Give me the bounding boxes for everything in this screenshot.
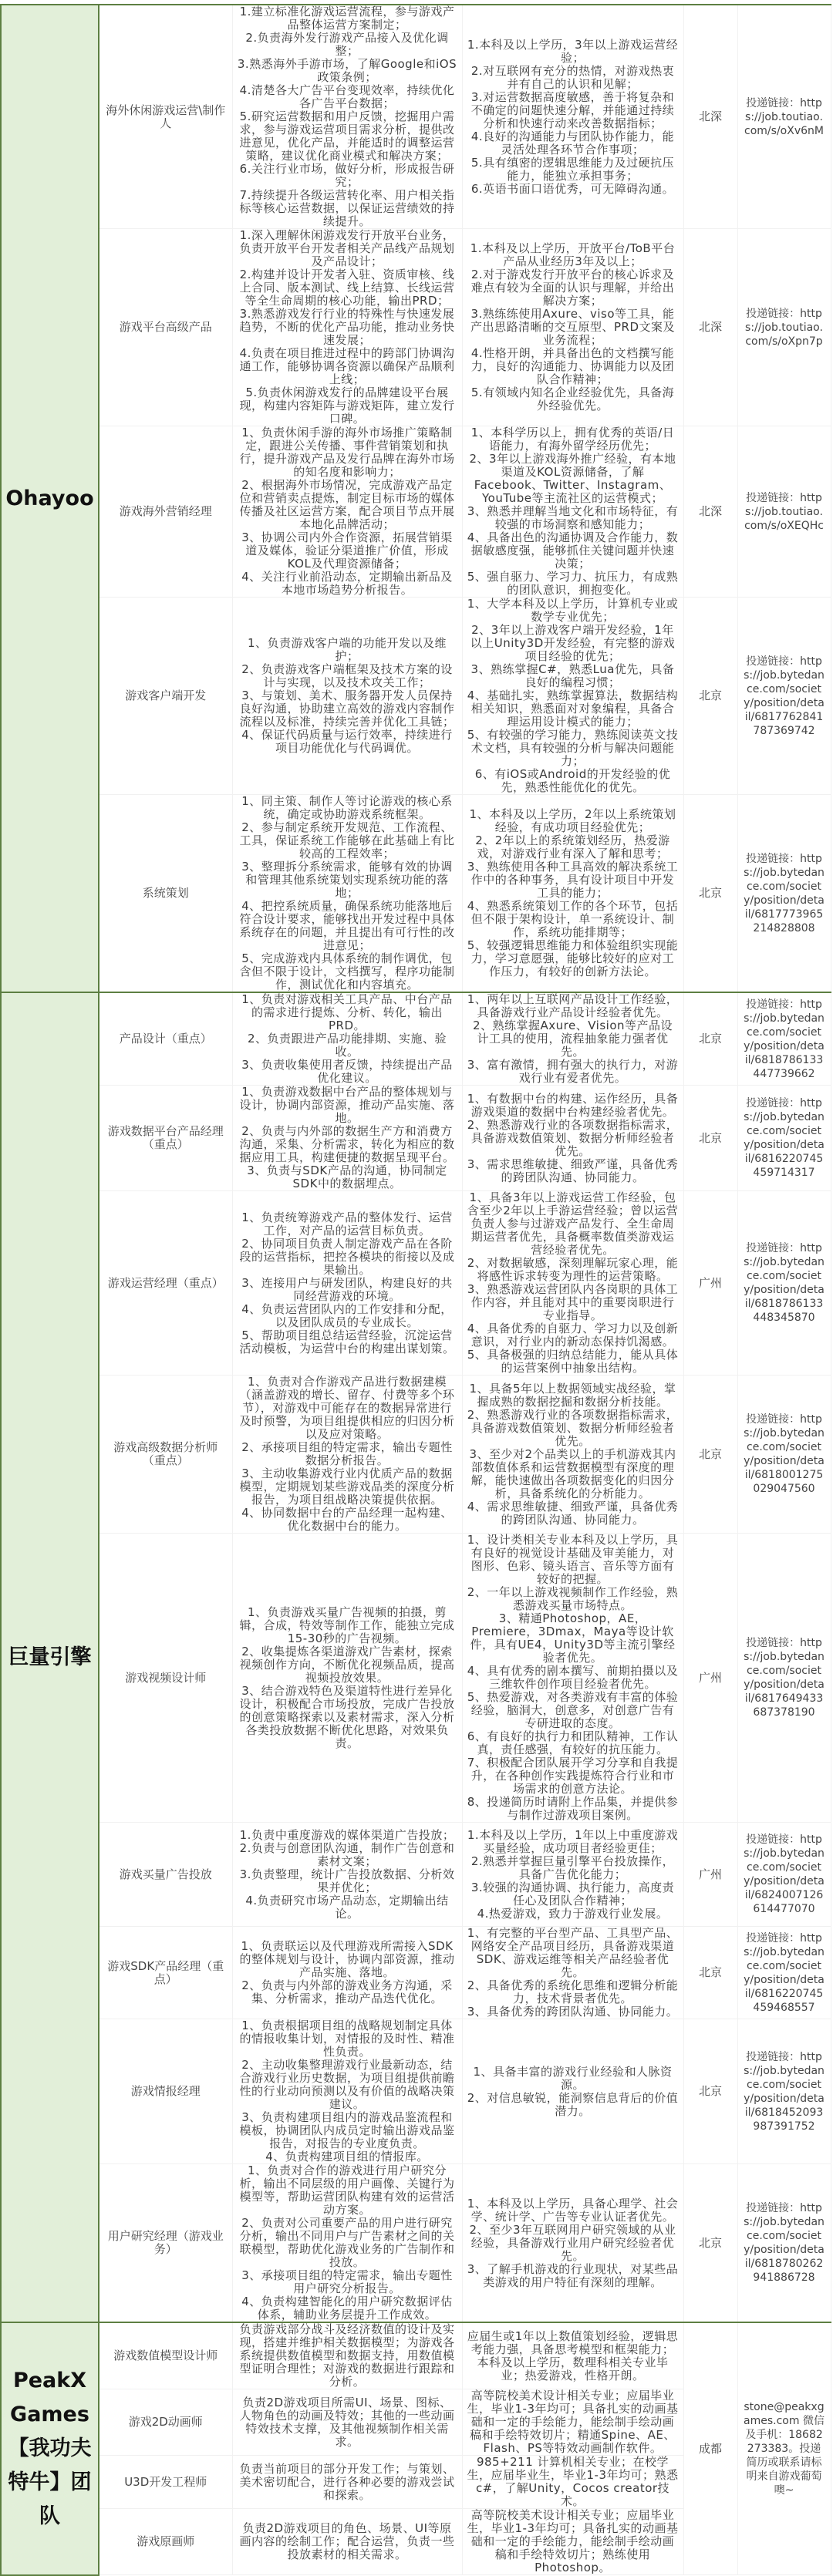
job-requirements: [462, 992, 683, 1086]
duty-line: 2、负责与内外部的数据生产方和消费方沟通，采集、分析需求，转化为相应的数据应用工具，构建便捷的数据呈现平台。: [239, 1124, 455, 1164]
job-requirements: [462, 1534, 683, 1823]
requirement-line: 3、精通Photoshop，AE，Premiere，3Dmax，Maya等设计软件，具有UE4，Unity3D等主流引擎经验者优先。: [470, 1611, 676, 1665]
apply-link[interactable]: 投递链接：https://job.bytedance.com/society/position/detail/6816220745459714317: [737, 1086, 831, 1191]
requirement-line: 5、较强逻辑思维能力和体验组织实现能力，学习意愿强，能够比较好的应对工作压力，有较好的创新方法论。: [467, 938, 679, 978]
requirement-line: 1、本科及以上学历，具备心理学、社会学、统计学、广告等专业认证者优先。: [467, 2196, 679, 2224]
requirement-line: 5.具有缜密的逻辑思维能力及过硬抗压能力，能独立承担事务；: [470, 155, 675, 183]
job-duties: [232, 1376, 462, 1534]
job-duties: [232, 1191, 462, 1376]
job-row: [1, 795, 831, 993]
requirement-line: 5、具备极强的归纳总结能力，能从具体的运营案例中抽象出结构。: [467, 1348, 679, 1375]
job-requirements: [462, 1191, 683, 1376]
requirement-line: 1.本科及以上学历，1年以上中重度游戏买量经验，成功项目者经验更佳；: [467, 1827, 679, 1855]
duty-line: 3、承接项目组的特定需求，输出专题性用户研究分析报告。: [241, 2268, 453, 2295]
requirement-line: 高等院校美术设计相关专业；应届毕业生，毕业1-3年均可；具备扎实的动画基础和一定的手绘能力，能绘制手绘动画稿和手绘特效切片；精通Spine、AE、Flash、PS等特效动画制作软件。: [467, 2389, 679, 2455]
duty-line: 2.负责海外发行游戏产品接入及优化调整；: [245, 31, 449, 58]
job-title: 系统策划: [99, 795, 232, 993]
duty-line: 5、完成游戏内具体系统的制作调优，包含但不限于设计，文档撰写，程序功能制作，测试优化和内容填充。: [239, 951, 455, 992]
job-city: 北京: [683, 2164, 737, 2323]
company-name: PeakX Games【我功夫特牛】团队: [1, 2322, 99, 2575]
job-requirements: [462, 1086, 683, 1191]
duty-line: 6.关注行业市场，做好分析，形成报告研究；: [239, 162, 455, 189]
requirement-line: 2、3年以上游戏客户端开发经验，1年以上Unity3D开发经验，有完整的游戏项目经验的优先；: [470, 623, 676, 663]
apply-contact[interactable]: stone@peakxgames.com 微信及手机：18682273383。投递简历或联系请标明来自游戏葡萄噢~: [737, 2322, 831, 2575]
job-requirements: [462, 1823, 683, 1927]
job-duties: [232, 1823, 462, 1927]
job-title: 游戏SDK产品经理（重点）: [99, 1927, 232, 2019]
duty-line: 4.负责在项目推进过程中的跨部门协调沟通工作，能够协调各资源以确保产品顺利上线；: [239, 346, 455, 386]
job-title: 产品设计（重点）: [99, 992, 232, 1086]
requirement-line: 8、投递简历时请附上作品集，并提供参与制作过游戏项目案例。: [467, 1795, 679, 1822]
duty-line: 负责2D游戏项目的角色、场景、UI等原画内容的绘制工作；配合运营，负责一些投放素材的相关需求。: [239, 2521, 455, 2561]
job-requirements: [462, 2322, 683, 2389]
duty-line: 4、把控系统质量，确保系统功能落地后符合设计要求，能够找出开发过程中具体系统存在的问题，并且提出有可行性的改进意见；: [239, 899, 455, 952]
requirement-line: 2、2年以上的系统策划经历，热爱游戏，对游戏行业有深入了解和思考；: [475, 833, 670, 860]
duty-line: 4、关注行业前沿动态，定期输出新品及本地市场趋势分析报告。: [241, 570, 453, 597]
job-title: 游戏情报经理: [99, 2019, 232, 2164]
duty-line: 2、参与制定系统开发规范、工作流程、工具，保证系统工作能够在此基础上有比较高的工程效率；: [239, 820, 455, 860]
job-title: 游戏运营经理（重点）: [99, 1191, 232, 1376]
job-title: U3D开发工程师: [99, 2456, 232, 2509]
duty-line: 4、负责构建项目组的情报库。: [265, 2150, 429, 2164]
requirement-line: 2.对于游戏发行开放平台的核心诉求及难点有较为全面的认识与理解，并给出解决方案；: [470, 268, 675, 308]
duty-line: 5、帮助项目组总结运营经验，沉淀运营活动模板，为运营中台的构建出谋划策。: [239, 1328, 455, 1355]
requirement-line: 2、至少3年互联网用户研究领域的从业经验，具备游戏行业用户研究经验者优先。: [469, 2222, 676, 2263]
requirement-line: 7、积极配合团队展开学习分享和自我提升，在各种创作实践提炼符合行业和市场需求的创意方法论。: [467, 1756, 679, 1796]
job-city: 北京: [683, 1376, 737, 1534]
job-title: 游戏数据平台产品经理（重点）: [99, 1086, 232, 1191]
duty-line: 1、负责游戏买量广告视频的拍摄，剪辑，合成，特效等制作工作，能独立完成15-30秒的广告视频。: [239, 1605, 455, 1645]
job-city: 广州: [683, 1534, 737, 1823]
duty-line: 3、整理拆分系统需求，能够有效的协调和管理其他系统策划实现系统功能的落地；: [241, 860, 453, 900]
requirement-line: 2、对数据敏感，深刻理解玩家心理，能将感性诉求转变为理性的运营策略。: [467, 1256, 679, 1283]
duty-line: 3.熟悉海外手游市场，了解Google和iOS政策条例；: [237, 57, 457, 84]
job-city: 北京: [683, 1927, 737, 2019]
apply-link[interactable]: 投递链接：https://job.toutiao.com/s/oXpn7p: [737, 229, 831, 426]
job-title: 游戏2D动画师: [99, 2389, 232, 2456]
apply-link[interactable]: 投递链接：https://job.toutiao.com/s/oXEQHc: [737, 426, 831, 598]
job-requirements: [462, 426, 683, 598]
apply-link[interactable]: 投递链接：https://job.bytedance.com/society/position/detail/6818786133447739662: [737, 992, 831, 1086]
apply-link[interactable]: 投递链接：https://job.bytedance.com/society/position/detail/6818001275029047560: [737, 1376, 831, 1534]
job-city: 北京: [683, 1086, 737, 1191]
requirement-line: 6、有iOS或Android的开发经验的优先，熟悉性能优化的优先。: [474, 767, 671, 794]
job-duties: [232, 1086, 462, 1191]
requirement-line: 3、熟悉并理解当地文化和市场特征，有较强的市场洞察和感知能力；: [467, 504, 679, 531]
requirement-line: 4、熟悉系统策划工作的各个环节，包括但不限于架构设计，单一系统设计、制作，系统功能排期等；: [467, 899, 679, 939]
duty-line: 负责2D游戏项目所需UI、场景、图标、人物角色的动画及特效；其他的一些动画特效技术支撑，及其他视频制作相关需求。: [239, 2395, 455, 2449]
requirement-line: 2、3年以上游戏海外推广经验，有本地渠道及KOL资源储备，了解Facebook、Twitter、Instagram、YouTube等主流社区的运营模式；: [469, 452, 676, 505]
job-duties: [232, 229, 462, 426]
job-requirements: [462, 795, 683, 993]
duty-line: 4.清楚各大广告平台变现效率，持续优化各广告平台数据；: [239, 83, 455, 110]
requirement-line: 1.本科及以上学历，开放平台/ToB平台产品从业经历3年及以上；: [470, 241, 676, 268]
job-city: 北京: [683, 2019, 737, 2164]
duty-line: 负责当前项目的部分开发工作；与策划、美术密切配合，进行各种必要的游戏尝试和探索。: [239, 2461, 455, 2502]
requirement-line: 1、具备5年以上数据领域实战经验，掌握成熟的数据挖掘和数据分析技能。: [469, 1381, 676, 1409]
job-row: [1, 2322, 831, 2389]
job-requirements: [462, 1376, 683, 1534]
job-row: [1, 1191, 831, 1376]
requirement-line: 2、熟悉游戏行业的各项数据指标需求，具备游戏数值策划、数据分析师经验者优先。: [467, 1407, 679, 1448]
duty-line: 1、负责根据项目组的战略规划制定具体的情报收集计划，对情报的及时性、精准性负责。: [239, 2019, 455, 2059]
requirement-line: 3、了解手机游戏的行业现状，对某些品类游戏的用户特征有深刻的理解。: [467, 2261, 679, 2289]
job-title: 游戏数值模型设计师: [99, 2322, 232, 2389]
job-title: 用户研究经理（游戏业务）: [99, 2164, 232, 2323]
duty-line: 4.负责研究市场产品动态，定期输出结论。: [245, 1893, 449, 1921]
job-duties: [232, 426, 462, 598]
job-title: 游戏视频设计师: [99, 1534, 232, 1823]
job-city: 北京: [683, 795, 737, 993]
duty-line: 3、结合游戏特色及渠道特性进行差异化设计，积极配合市场投放，完成广告投放的创意策略探索以及素材需求，深入分析各类投放数据不断优化思路，对效果负责。: [239, 1683, 455, 1750]
job-row: [1, 992, 831, 1086]
job-row: [1, 1534, 831, 1823]
job-city: 北深: [683, 229, 737, 426]
job-row: [1, 598, 831, 795]
requirement-line: 2、熟悉游戏行业的各项数据指标需求，具备游戏数值策划、数据分析师经验者优先。: [467, 1117, 679, 1158]
requirement-line: 3、需求思维敏捷、细致严谨，具备优秀的跨团队沟通、协同能力。: [467, 1157, 679, 1184]
requirement-line: 1.本科及以上学历，3年以上游戏运营经验；: [467, 37, 679, 65]
requirement-line: 1、具备丰富的游戏行业经验和人脉资源。: [473, 2064, 673, 2092]
duty-line: 3.负责整理，统计广告投放数据、分析效果并优化；: [239, 1867, 455, 1894]
requirement-line: 3.熟练练使用Axure、viso等工具，能产出思路清晰的交互原型、PRD文案及业务流程；: [470, 307, 676, 347]
requirement-line: 3、熟练使用各种工具高效的解决系统工作中的各种事务，具有设计项目中开发工具的能力；: [467, 860, 679, 900]
job-row: [1, 1823, 831, 1927]
duty-line: 3、与策划、美术、服务器开发人员保持良好沟通，协助建立高效的游戏内容制作流程以及标准，持续完善并优化工具链；: [239, 689, 455, 729]
duty-line: 4、负责构建智能化的用户研究数据评估体系，辅助业务层提升工作成效。: [241, 2295, 453, 2322]
job-requirements: [462, 2509, 683, 2575]
requirement-line: 4、需求思维敏捷、细致严谨，具备优秀的跨团队沟通、协同能力。: [467, 1499, 679, 1527]
duty-line: 3.熟悉游戏发行行业的特殊性与快速发展趋势，不断的优化产品功能，推动业务快速发展；: [239, 307, 455, 347]
requirement-line: 4.良好的沟通能力与团队协作能力，能灵活处理各环节合作事项；: [470, 129, 675, 157]
requirement-line: 3.对运营数据高度敏感，善于将复杂和不确定的问题快速分解，并能通过持续分析和快速行动来改善数据指标；: [470, 89, 675, 130]
job-requirements: [462, 2164, 683, 2323]
duty-line: 2、负责与内外部的游戏业务方沟通，采集、分析需求，推动产品迭代优化。: [241, 1978, 453, 2005]
job-requirements: [462, 598, 683, 795]
requirement-line: 4、基础扎实，熟练掌握算法，数据结构相关知识，熟悉面对对象编程，具备合理运用设计模式的能力；: [467, 689, 679, 729]
duty-line: 1.建立标准化游戏运营流程，参与游戏产品整体运营方案制定；: [239, 5, 455, 32]
apply-link[interactable]: 投递链接：https://job.bytedance.com/society/position/detail/6818786133448345870: [737, 1191, 831, 1376]
job-row: [1, 1927, 831, 2019]
apply-link[interactable]: 投递链接：https://job.toutiao.com/s/oXv6nM: [737, 5, 831, 229]
job-requirements: [462, 5, 683, 229]
duty-line: 2.负责与创意团队沟通，制作广告创意和素材文案；: [239, 1840, 455, 1868]
apply-link[interactable]: 投递链接：https://job.bytedance.com/society/position/detail/6818452093987391752: [737, 2019, 831, 2164]
duty-line: 4、协同数据中台的产品经理一起构建、优化数据中台的能力。: [241, 1506, 453, 1533]
duty-line: 2.构建并设计开发者入驻、资质审核、线上合同、版本测试、线上结算、长线运营等全生命周期的核心功能，输出PRD；: [239, 268, 455, 308]
duty-line: 1、负责联运以及代理游戏所需接入SDK的整体规划与设计，协调内部资源，推动产品实施、落地。: [239, 1939, 455, 1979]
requirement-line: 2、具备优秀的系统化思维和逻辑分析能力，技术背景者优先。: [467, 1978, 679, 2005]
job-duties: [232, 992, 462, 1086]
company-name: Ohayoo: [1, 5, 99, 992]
job-duties: [232, 2019, 462, 2164]
apply-link[interactable]: 投递链接：https://job.bytedance.com/society/position/detail/6817649433687378190: [737, 1534, 831, 1823]
requirement-line: 2、一年以上游戏视频制作工作经验，熟悉游戏买量市场特点。: [467, 1585, 679, 1612]
requirement-line: 4.性格开朗，并具备出色的文档撰写能力，良好的沟通能力、协调能力以及团队合作精神；: [470, 346, 675, 386]
duty-line: 2、负责对公司重要产品的用户进行研究分析，输出不同用户与广告素材之间的关联模型，帮助优化游戏业务的广告制作和投放。: [239, 2216, 455, 2269]
duty-line: 2、协同项目负责人制定游戏产品在各阶段的运营指标，把控各模块的衔接以及成果输出。: [239, 1236, 455, 1277]
job-duties: [232, 2322, 462, 2389]
requirement-line: 3、具备优秀的跨团队沟通、协同能力。: [467, 2005, 679, 2019]
requirement-line: 1、具备3年以上游戏运营工作经验，包含至少2年以上手游运营经验；曾以运营负责人参与过游戏产品发行、全生命周期运营者优先，具备概率数值类游戏运营经验者优先。: [467, 1190, 679, 1257]
duty-line: 2、收集提炼各渠道游戏广告素材，探索视频创作方向，不断优化视频品质，提高视频投放效果。: [239, 1644, 455, 1685]
requirement-line: 高等院校美术设计相关专业；应届毕业生，毕业1-3年均可；具备扎实的动画基础和一定的手绘能力，能绘制手绘动画稿和手绘特效切片；熟练使用Photoshop。: [467, 2508, 679, 2574]
job-duties: [232, 2456, 462, 2509]
job-duties: [232, 598, 462, 795]
job-duties: [232, 795, 462, 993]
job-row: [1, 229, 831, 426]
duty-line: 1、负责休闲手游的海外市场推广策略制定，跟进公关传播、事件营销策划和执行，提升游戏产品及发行品牌在海外市场的知名度和影响力；: [239, 426, 455, 479]
job-city: 北深: [683, 5, 737, 229]
job-duties: [232, 2164, 462, 2323]
duty-line: 7.持续提升各级运营转化率、用户相关指标等核心运营数据，以保证运营绩效的持续提升。: [239, 188, 455, 228]
job-requirements: [462, 1927, 683, 2019]
requirement-line: 5.有领域内知名企业经验优先，具备海外经验优先。: [470, 386, 675, 412]
requirement-line: 2.对互联网有充分的热情，对游戏热衷并有自己的认识和见解；: [470, 63, 675, 91]
requirement-line: 1、有数据中台的构建、运作经历，具备游戏渠道的数据中台构建经验者优先。: [467, 1091, 679, 1119]
job-row: [1, 1086, 831, 1191]
job-duties: [232, 1534, 462, 1823]
job-title: 游戏客户端开发: [99, 598, 232, 795]
job-city: 广州: [683, 1191, 737, 1376]
job-city: 成都: [683, 2322, 737, 2575]
job-city: 广州: [683, 1823, 737, 1927]
job-requirements: [462, 229, 683, 426]
requirement-line: 4、具有优秀的剧本撰写、前期拍摄以及三维软件创作项目经验者优先。: [467, 1664, 679, 1691]
requirement-line: 5、有较强的学习能力，熟练阅读英文技术文档，具有较强的分析与解决问题能力；: [467, 728, 679, 768]
requirement-line: 2、熟练掌握Axure、Vision等产品设计工具的使用，流程抽象能力强者优先。: [472, 1019, 673, 1059]
job-city: 北京: [683, 598, 737, 795]
duty-line: 2、主动收集整理游戏行业最新动态，结合游戏行业历史数据，为项目组提供前瞻性的行业动向预测以及有价值的战略决策建议。: [239, 2058, 455, 2111]
requirement-line: 2、对信息敏锐，能洞察信息背后的价值潜力。: [467, 2090, 679, 2118]
requirement-line: 985+211 计算机相关专业；在校学生，应届毕业生，毕业1-3年均可；熟悉c#，了解Unity，Cocos creator技术。: [467, 2455, 679, 2508]
company-name: 巨量引擎: [1, 992, 99, 2322]
job-row: [1, 426, 831, 598]
requirement-line: 6、有良好的执行力和团队精神，工作认真，责任感强，有较好的抗压能力。: [467, 1729, 679, 1756]
duty-line: 3、协调公司内外合作资源，拓展营销渠道及媒体，验证分渠道推广价值，形成KOL及代理资源储备；: [241, 530, 453, 571]
duty-line: 4、负责运营团队内的工作安排和分配，以及团队成员的专业成长。: [241, 1301, 453, 1329]
job-city: 北京: [683, 992, 737, 1086]
job-city: 北深: [683, 426, 737, 598]
requirement-line: 1、本科及以上学历，2年以上系统策划经验，有成功项目经验优先；: [469, 807, 676, 834]
job-duties: [232, 2509, 462, 2575]
duty-line: 负责游戏部分战斗及经济数值的设计及实现，搭建并维护相关数据模型；为游戏各系统提供数值模型和数据支持，用数值模型证明合理性；对游戏的数据进行跟踪和分析。: [239, 2322, 455, 2389]
duty-line: 3、主动收集游戏行业内优质产品的数据模型，定期规划某些游戏品类的深度分析报告，为项目组战略决策提供依据。: [239, 1466, 455, 1507]
requirement-line: 1、设计类相关专业本科及以上学历，具有良好的视觉设计基础及审美能力，对图形、色彩、镜头语言、音乐等方面有较好的把握。: [467, 1533, 679, 1586]
requirement-line: 1、两年以上互联网产品设计工作经验，具备游戏行业产品设计经验者优先。: [467, 992, 679, 1019]
duty-line: 4、保证代码质量与运行效率，持续进行项目功能优化与代码调优。: [241, 728, 453, 755]
requirement-line: 4.热爱游戏，致力于游戏行业发展。: [477, 1906, 669, 1921]
job-row: [1, 2164, 831, 2323]
requirement-line: 6.英语书面口语优秀，可无障碍沟通。: [470, 181, 675, 196]
job-requirements: [462, 2456, 683, 2509]
job-title: 海外休闲游戏运营\制作人: [99, 5, 232, 229]
requirement-line: 4、具备优秀的自驱力、学习力以及创新意识，对行业内的新动态保持饥渴感。: [467, 1322, 679, 1349]
job-duties: [232, 5, 462, 229]
apply-link[interactable]: 投递链接：https://job.bytedance.com/society/position/detail/6818780262941886728: [737, 2164, 831, 2323]
job-duties: [232, 1927, 462, 2019]
duty-line: 2、承接项目组的特定需求，输出专题性数据分析报告。: [241, 1440, 453, 1467]
duty-line: 1、负责对合作游戏产品进行数据建模（涵盖游戏的增长、留存、付费等多个环节），对游戏中可能存在的数据异常进行及时预警，为项目组提供相应的归因分析以及应对策略。: [239, 1375, 455, 1441]
apply-link[interactable]: 投递链接：https://job.bytedance.com/society/position/detail/6816220745459468557: [737, 1927, 831, 2019]
job-row: [1, 1376, 831, 1534]
requirement-line: 3、熟练掌握C#，熟悉Lua优先，具备良好的编程习惯；: [470, 662, 675, 689]
duty-line: 1、负责对合作的游戏进行用户研究分析，输出不同层级的用户画像、关键行为模型等，帮助运营团队构建有效的运营活动方案。: [239, 2164, 455, 2217]
job-title: 游戏原画师: [99, 2509, 232, 2575]
duty-line: 2、负责游戏客户端框架及技术方案的设计与实现，以及技术攻关工作；: [241, 662, 453, 689]
requirement-line: 1、本科学历以上，拥有优秀的英语/日语能力，有海外留学经历优先；: [470, 426, 675, 453]
duty-line: 3、负责收集使用者反馈，持续提出产品优化建议。: [241, 1058, 453, 1085]
duty-line: 1.负责中重度游戏的媒体渠道广告投放；: [239, 1827, 455, 1842]
duty-line: 1、负责对游戏相关工具产品、中台产品的需求进行提炼、分析、转化，输出PRD。: [241, 992, 453, 1032]
job-duties: [232, 2389, 462, 2456]
duty-line: 1、负责游戏客户端的功能开发以及维护；: [247, 636, 447, 663]
duty-line: 3、负责与SDK产品的沟通，协同制定SDK中的数据埋点。: [247, 1163, 447, 1190]
job-row: [1, 2019, 831, 2164]
apply-link[interactable]: 投递链接：https://job.bytedance.com/society/position/detail/6817773965214828808: [737, 795, 831, 993]
duty-line: 1、负责统筹游戏产品的整体发行、运营工作，对产品的运营目标负责。: [241, 1210, 453, 1237]
duty-line: 2、根据海外市场情况，完成游戏产品定位和营销卖点提炼，制定目标市场的媒体传播及社区运营方案，配合项目节点开展本地化品牌活动；: [239, 478, 455, 531]
requirement-line: 3、至少对2个品类以上的手机游戏其内部数值体系和运营数据模型有深度的理解，能快速做出各项数据变化的归因分析，具备系统化的分析能力。: [469, 1446, 676, 1500]
job-table: [0, 4, 831, 2576]
requirement-line: 1、有完整的平台型产品、工具型产品、网络安全产品项目经历，具备游戏渠道SDK、游戏运维等相关产品经验者优先。: [467, 1926, 679, 1979]
job-title: 游戏海外营销经理: [99, 426, 232, 598]
duty-line: 2、负责跟进产品功能排期、实施、验收。: [247, 1032, 447, 1059]
duty-line: 1.深入理解休闲游戏发行开放平台业务，负责开放平台开发者相关产品线产品规划及产品设计；: [239, 228, 455, 268]
requirement-line: 1、大学本科及以上学历，计算机专业或数学专业优先；: [467, 597, 679, 624]
apply-link[interactable]: 投递链接：https://job.bytedance.com/society/position/detail/6817762841787369742: [737, 598, 831, 795]
requirement-line: 应届生或1年以上数值策划经验，逻辑思考能力强，具备思考模型和框架能力；本科及以上学历，数理科相关专业毕业；热爱游戏，性格开朗。: [467, 2329, 679, 2382]
job-title: 游戏高级数据分析师（重点）: [99, 1376, 232, 1534]
apply-link[interactable]: 投递链接：https://job.bytedance.com/society/position/detail/6824007126614477070: [737, 1823, 831, 1927]
job-requirements: [462, 2389, 683, 2456]
job-row: [1, 5, 831, 229]
requirement-line: 3、富有激情，拥有强大的执行力，对游戏行业有爱者优先。: [467, 1058, 679, 1085]
duty-line: 5.负责休闲游戏发行的品牌建设平台展现，构建内容矩阵与游戏矩阵，建立发行口碑。: [239, 386, 455, 426]
requirement-line: 3、熟悉游戏运营团队内各岗职的具体工作内容，并且能对其中的重要岗职进行专业指导。: [467, 1282, 679, 1322]
requirement-line: 3.较强的沟通协调、执行能力，高度责任心及团队合作精神；: [470, 1880, 675, 1908]
duty-line: 5.研究运营数据和用户反馈，挖掘用户需求，参与游戏运营项目需求分析，提供改进意见，优化产品，并能适时的调整运营策略，建议优化商业模式和解决方案；: [239, 109, 455, 163]
job-requirements: [462, 2019, 683, 2164]
requirement-line: 5、热爱游戏，对各类游戏有丰富的体验经验，脑洞大，创意多，对创意广告有专研进取的态度。: [467, 1690, 679, 1730]
duty-line: 1、负责游戏数据中台产品的整体规划与设计，协调内部资源，推动产品实施、落地。: [239, 1085, 455, 1125]
duty-line: 3、连接用户与研发团队，构建良好的共同经营游戏的环境。: [241, 1275, 453, 1303]
job-title: 游戏平台高级产品: [99, 229, 232, 426]
requirement-line: 2.熟悉并掌握巨量引擎平台投放操作，具备广告优化能力；: [470, 1854, 675, 1881]
duty-line: 3、负责构建项目组内的游戏品鉴流程和模板，协调团队内成员定时输出游戏品鉴报告，对报告的专业度负责。: [239, 2110, 455, 2150]
duty-line: 1、同主策、制作人等讨论游戏的核心系统，确定或协助游戏系统框架。: [241, 794, 453, 821]
requirement-line: 4、具备出色的沟通协调及合作能力，数据敏感度强，能够抓住关键问题并快速决策；: [467, 530, 679, 571]
job-title: 游戏买量广告投放: [99, 1823, 232, 1927]
requirement-line: 5、强自驱力、学习力、抗压力，有成熟的团队意识，拥抱变化。: [467, 570, 679, 597]
